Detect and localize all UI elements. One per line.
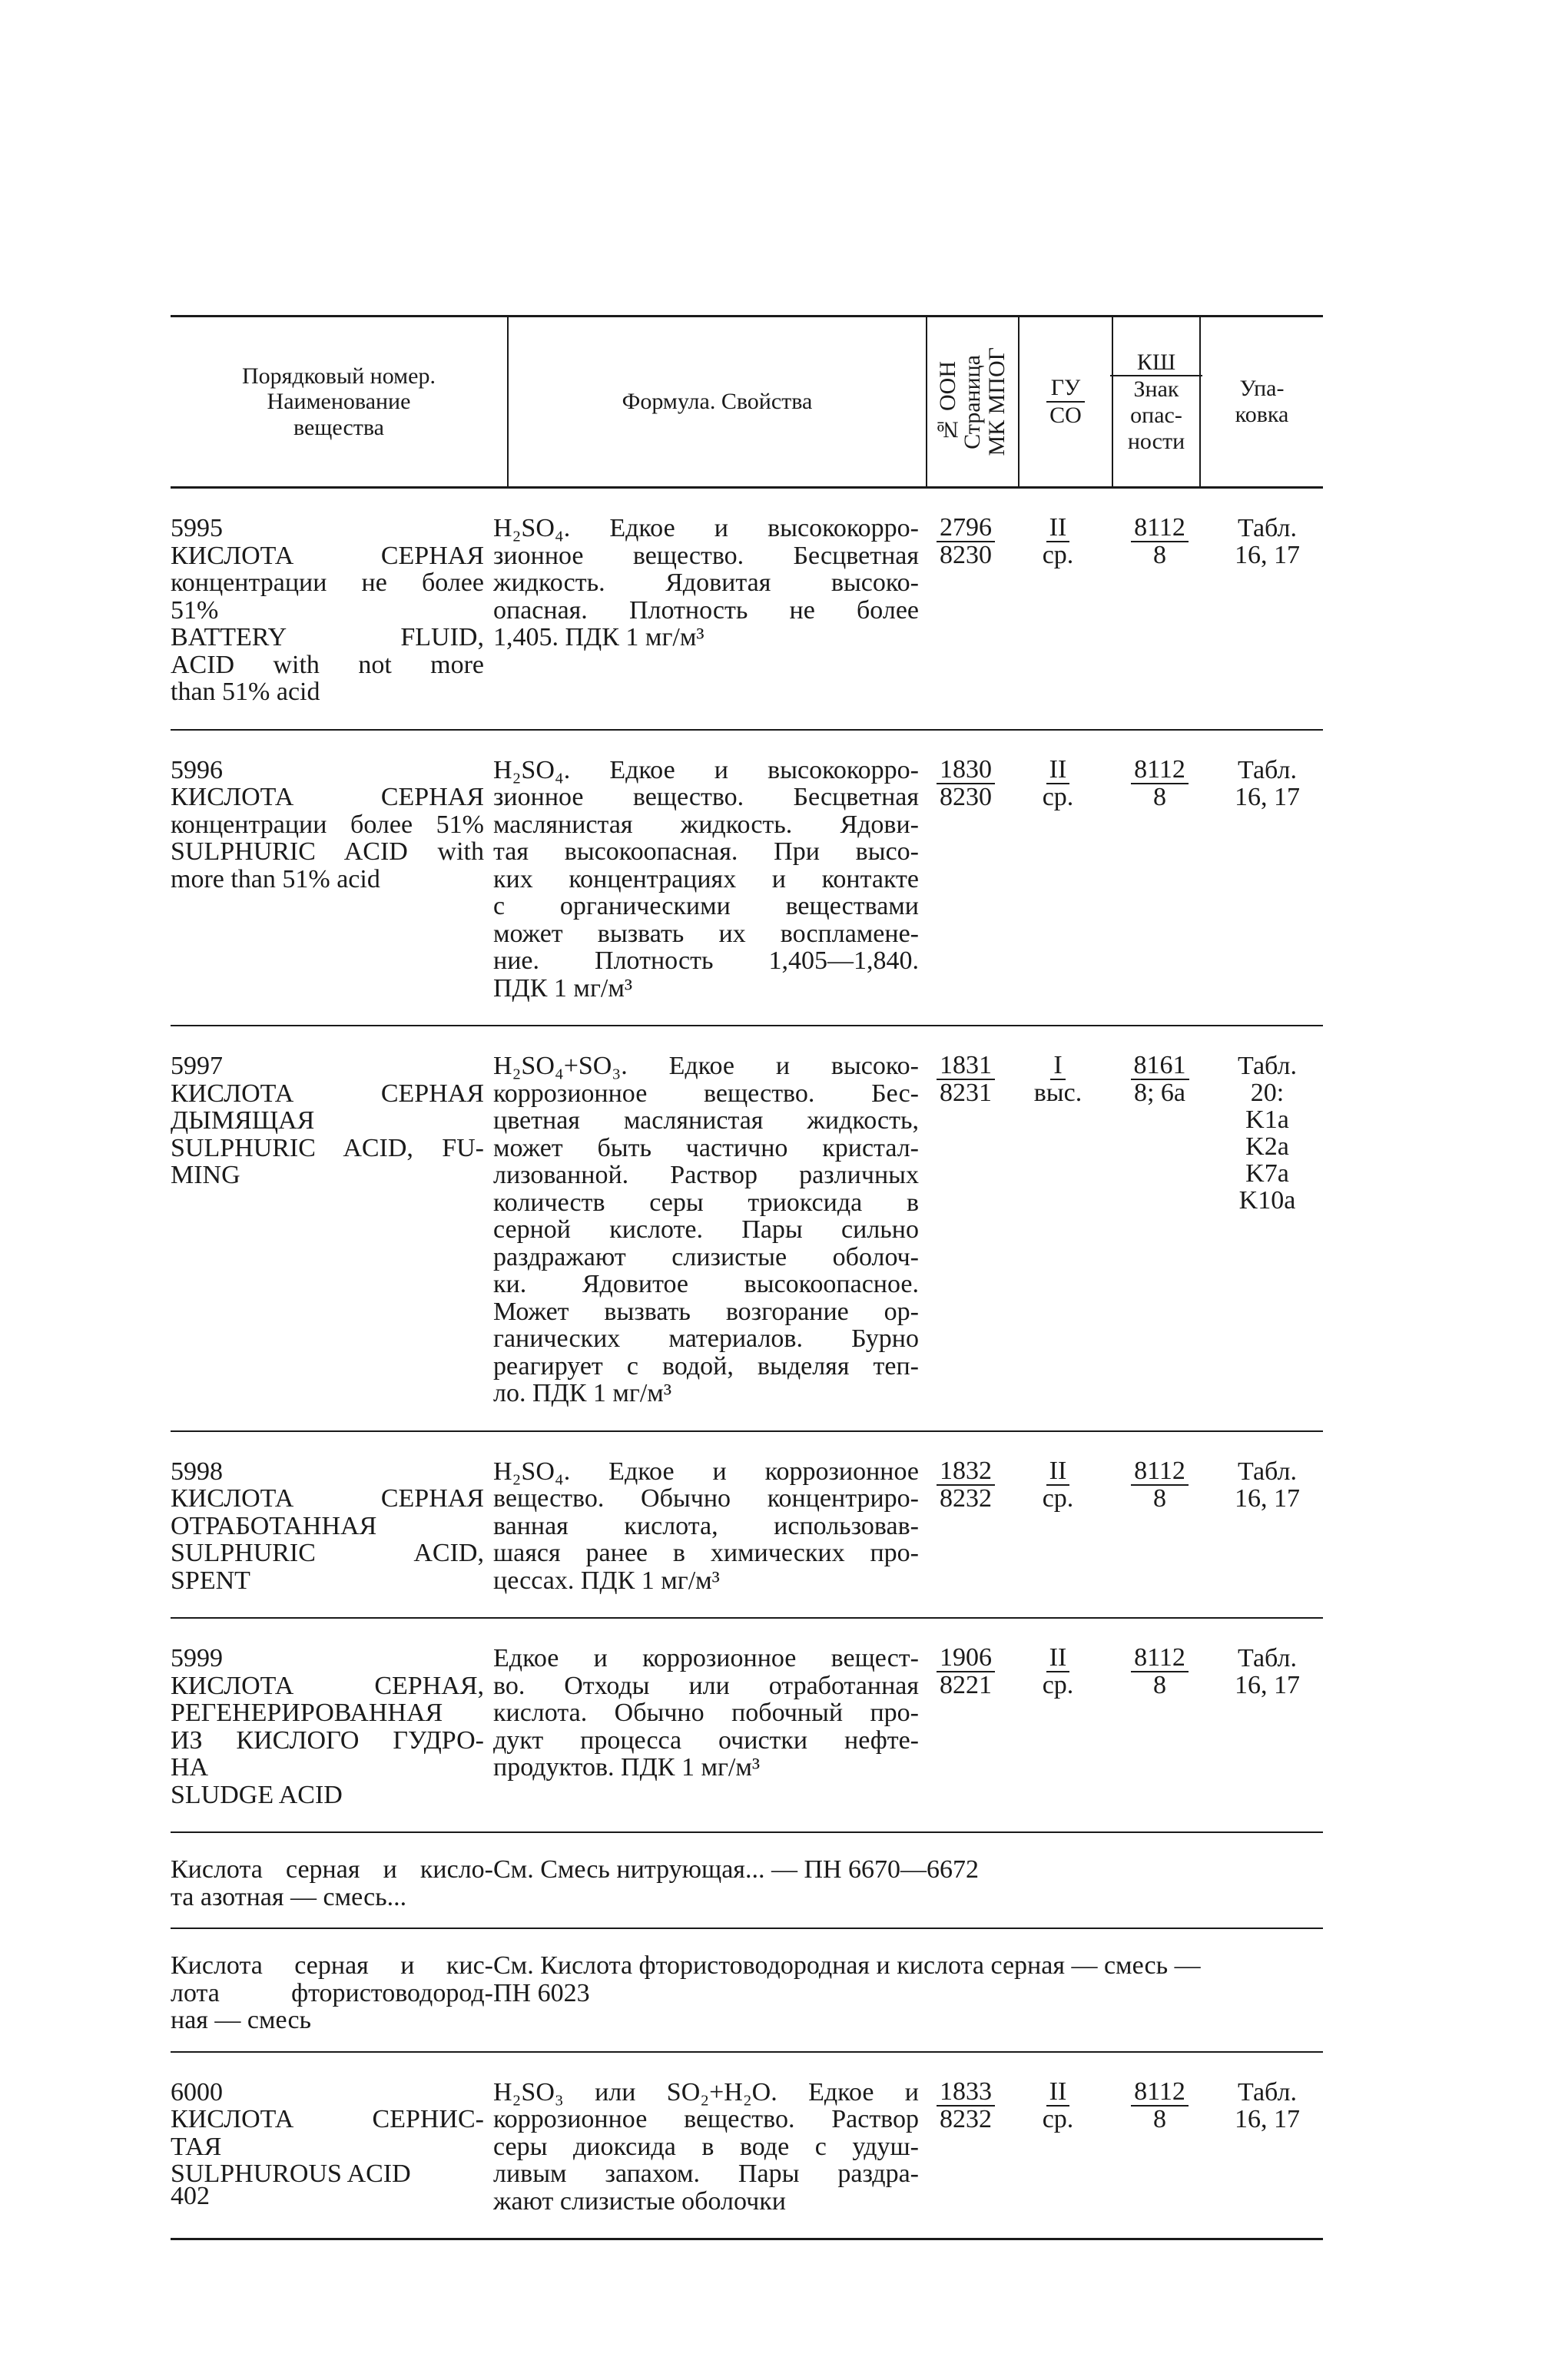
header-name-col	[171, 317, 507, 486]
property-line: дукт процесса очистки нефте-	[493, 1725, 919, 1755]
page-number: 402	[171, 2182, 210, 2210]
name-line: 5996	[171, 755, 223, 784]
name-line: SULPHURIC ACID with	[171, 837, 484, 866]
un-number: 1832	[937, 1458, 995, 1486]
properties-cell	[493, 1645, 923, 1808]
co-value: выс.	[1033, 1079, 1082, 1107]
un-number-cell	[923, 754, 1008, 1003]
properties-cell	[493, 515, 923, 706]
header-gu-col	[1018, 317, 1112, 486]
page-ref: 8232	[940, 2104, 992, 2133]
gu-value: II	[1046, 1458, 1070, 1486]
table-row	[171, 1026, 1323, 1430]
gu-cell	[1008, 754, 1108, 1003]
un-number-cell	[923, 1052, 1008, 1407]
property-line: ких концентрациях и контакте	[493, 864, 919, 893]
property-line: может быть частично кристал-	[493, 1133, 919, 1162]
name-line: концентрации более 51%	[171, 810, 484, 839]
gu-value: II	[1046, 757, 1070, 784]
gu-value: II	[1046, 2079, 1070, 2107]
property-line: Едкое и коррозионное вещест-	[493, 1644, 919, 1672]
packaging-line: Табл.	[1238, 755, 1297, 784]
header-text: ности	[1127, 428, 1185, 454]
ksh-code: 8161	[1131, 1052, 1189, 1080]
packaging-line: 16, 17	[1235, 1671, 1300, 1699]
property-line: ливым запахом. Пары раздра-	[493, 2160, 919, 2188]
hazard-cell	[1108, 515, 1212, 706]
property-line: вещество. Обычно концентриро-	[493, 1484, 919, 1513]
properties-cell	[493, 757, 923, 1003]
reference-row	[171, 1929, 1323, 2051]
packaging-line: 20:	[1250, 1079, 1285, 1107]
property-line: во. Отходы или отработанная	[493, 1671, 919, 1700]
table-row	[171, 1432, 1323, 1618]
property-line: ние. Плотность 1,405—1,840.	[493, 946, 919, 975]
property-line: может вызвать их воспламене-	[493, 919, 919, 948]
un-number: 1831	[937, 1052, 995, 1080]
property-line: шаяся ранее в химических про-	[493, 1539, 919, 1567]
name-line: НА	[171, 1753, 209, 1782]
name-line: Кислота серная и кисло-	[171, 1855, 493, 1884]
name-line: ACID with not more	[171, 650, 484, 679]
un-number-cell	[923, 1645, 1008, 1808]
table-row	[171, 731, 1323, 1026]
hazard-sign: 8; 6а	[1133, 1079, 1186, 1107]
ksh-code: 8112	[1131, 1458, 1189, 1486]
name-line: КИСЛОТА СЕРНАЯ	[171, 783, 484, 811]
name-line: SLUDGE ACID	[171, 1780, 343, 1809]
name-line: SULPHUROUS ACID	[171, 2160, 411, 2188]
property-line: ганических материалов. Бурно	[493, 1324, 919, 1353]
header-props-col	[507, 317, 926, 486]
header-text: № ООН	[935, 361, 960, 443]
name-line: ОТРАБОТАННАЯ	[171, 1511, 377, 1540]
name-line: 51%	[171, 595, 219, 625]
property-line: серной кислоте. Пары сильно	[493, 1215, 919, 1244]
table-header	[171, 317, 1323, 486]
packaging-line: K10a	[1238, 1186, 1296, 1215]
name-line: 5999	[171, 1644, 223, 1672]
ksh-code: 8112	[1131, 757, 1189, 784]
page-ref: 8231	[940, 1079, 992, 1107]
packaging-line: Табл.	[1238, 1644, 1297, 1672]
ksh-code: 8112	[1131, 1645, 1189, 1672]
reference-name-cell	[171, 1952, 493, 2034]
gu-cell	[1008, 1052, 1108, 1407]
name-line: КИСЛОТА СЕРНАЯ	[171, 1484, 484, 1513]
co-value: ср.	[1042, 1671, 1074, 1699]
packaging-line: Табл.	[1238, 2077, 1297, 2107]
name-line: MING	[171, 1161, 240, 1189]
properties-cell	[493, 2079, 923, 2216]
packaging-line: 16, 17	[1235, 541, 1300, 569]
gu-cell	[1008, 515, 1108, 706]
header-text: вещества	[293, 414, 384, 440]
name-line: КИСЛОТА СЕРНИС-	[171, 2105, 484, 2133]
gu-cell	[1008, 2079, 1108, 2216]
property-line: ванная кислота, использовав-	[493, 1511, 919, 1540]
name-line: SPENT	[171, 1566, 250, 1595]
page-ref: 8221	[940, 1671, 992, 1699]
un-number: 1830	[937, 757, 995, 784]
bottom-rule	[171, 2238, 1323, 2240]
page-ref: 8230	[940, 782, 992, 811]
property-line: раздражают слизистые оболоч-	[493, 1242, 919, 1271]
name-line: КИСЛОТА СЕРНАЯ	[171, 541, 484, 570]
property-line: зионное вещество. Бесцветная	[493, 541, 919, 570]
packaging-line: 16, 17	[1235, 2104, 1300, 2133]
substance-name-cell	[171, 757, 493, 1003]
hazard-cell	[1108, 754, 1212, 1003]
substance-name-cell	[171, 1458, 493, 1595]
name-line: концентрации не более	[171, 568, 484, 597]
un-number: 2796	[937, 515, 995, 542]
gu-value: II	[1046, 1645, 1070, 1672]
entries-list	[171, 489, 1323, 1833]
gu-cell	[1008, 1645, 1108, 1808]
property-line: цветная маслянистая жидкость,	[493, 1106, 919, 1135]
header-ksh-col	[1112, 317, 1199, 486]
packaging-cell	[1212, 2079, 1323, 2216]
table-row	[171, 489, 1323, 729]
ksh-code: 8112	[1131, 2079, 1189, 2107]
co-value: ср.	[1042, 2104, 1074, 2133]
name-line: 6000	[171, 2077, 223, 2107]
name-line: 5997	[171, 1052, 223, 1080]
hazard-cell	[1108, 2079, 1212, 2216]
property-line: продуктов. ПДК 1 мг/м³	[493, 1753, 761, 1782]
header-oon-col	[926, 317, 1018, 486]
ksh-code: 8112	[1131, 515, 1189, 542]
name-line: than 51% acid	[171, 678, 320, 706]
header-text: опас-	[1130, 403, 1182, 428]
page-ref: 8232	[940, 1483, 992, 1513]
hazard-cell	[1108, 1458, 1212, 1595]
hazard-sign: 8	[1153, 782, 1166, 811]
hazard-sign: 8	[1153, 1671, 1166, 1699]
header-text: ковка	[1235, 402, 1289, 427]
reference-text-line: См. Кислота фтористоводородная и кислота серная — смесь —	[493, 1951, 1201, 1980]
property-line: с органическими веществами	[493, 892, 919, 920]
name-line: SULPHURIC ACID, FU-	[171, 1133, 484, 1162]
packaging-line: Табл.	[1238, 514, 1297, 542]
property-line: ки. Ядовитое высокоопасное.	[493, 1270, 919, 1298]
header-pack-col	[1199, 317, 1323, 486]
name-line: ДЫМЯЩАЯ	[171, 1106, 315, 1135]
packaging-cell	[1212, 515, 1323, 706]
property-line: опасная. Плотность не более	[493, 595, 919, 625]
gu-cell	[1008, 1458, 1108, 1595]
co-value: ср.	[1042, 1483, 1074, 1513]
co-value: ср.	[1042, 782, 1074, 811]
hazard-cell	[1108, 1052, 1212, 1407]
name-line: BATTERY FLUID,	[171, 623, 484, 651]
hazard-sign: 8	[1153, 2104, 1166, 2133]
name-line: ТАЯ	[171, 2132, 222, 2161]
gu-value: II	[1046, 515, 1070, 542]
property-line: H₂SO₄. Едкое и высококорро-	[493, 514, 919, 542]
property-line: количеств серы триоксида в	[493, 1188, 919, 1217]
name-line: КИСЛОТА СЕРНАЯ	[171, 1079, 484, 1108]
property-line: зионное вещество. Бесцветная	[493, 783, 919, 811]
name-line: та азотная — смесь...	[171, 1882, 407, 1911]
property-line: жидкость. Ядовитая высоко-	[493, 568, 919, 597]
property-line: H₂SO₄. Едкое и коррозионное	[493, 1457, 919, 1486]
name-line: лота фтористоводород-	[171, 1978, 493, 2007]
name-line: 5998	[171, 1457, 223, 1486]
packaging-cell	[1212, 1052, 1323, 1407]
co-value: ср.	[1042, 541, 1074, 569]
reference-text-cell	[493, 1952, 1323, 2034]
property-line: жают слизистые оболочки	[493, 2186, 786, 2216]
hazard-sign: 8	[1153, 1483, 1166, 1513]
name-line: РЕГЕНЕРИРОВАННАЯ	[171, 1699, 443, 1727]
property-line: лизованной. Раствор различных	[493, 1161, 919, 1189]
name-line: more than 51% acid	[171, 864, 380, 893]
property-line: серы диоксида в воде с удуш-	[493, 2132, 919, 2161]
un-number: 1833	[937, 2079, 995, 2107]
property-line: H₂SO₄+SO₃. Едкое и высоко-	[493, 1052, 919, 1080]
property-line: кислота. Обычно побочный про-	[493, 1699, 919, 1727]
packaging-line: Табл.	[1238, 1457, 1297, 1486]
reference-text-line: См. Смесь нитрующая... — ПН 6670—6672	[493, 1855, 980, 1884]
property-line: коррозионное вещество. Бес-	[493, 1079, 919, 1108]
header-text: Формула. Свойства	[622, 389, 813, 415]
un-number-cell	[923, 515, 1008, 706]
name-line: 5995	[171, 514, 223, 542]
property-line: маслянистая жидкость. Ядови-	[493, 810, 919, 839]
properties-cell	[493, 1052, 923, 1407]
table-row	[171, 1619, 1323, 1831]
packaging-line: 16, 17	[1235, 1483, 1300, 1513]
property-line: реагирует с водой, выделяя теп-	[493, 1351, 919, 1381]
header-text: СО	[1049, 403, 1082, 428]
name-line: Кислота серная и кис-	[171, 1951, 493, 1980]
header-text: Порядковый номер.	[242, 363, 436, 389]
packaging-line: K1a	[1245, 1105, 1289, 1134]
reference-name-cell	[171, 1856, 493, 1911]
packaging-cell	[1212, 1458, 1323, 1595]
header-text: Страница	[960, 354, 985, 449]
un-number-cell	[923, 2079, 1008, 2216]
hazard-cell	[1108, 1645, 1212, 1808]
substance-name-cell	[171, 2079, 493, 2216]
property-line: H₂SO₄. Едкое и высококорро-	[493, 755, 919, 784]
substance-name-cell	[171, 515, 493, 706]
property-line: цессах. ПДК 1 мг/м³	[493, 1566, 720, 1595]
table-row	[171, 2053, 1323, 2239]
packaging-line: K7a	[1245, 1159, 1289, 1188]
reference-row	[171, 1833, 1323, 1928]
packaging-cell	[1212, 757, 1323, 1003]
name-line: ИЗ КИСЛОГО ГУДРО-	[171, 1725, 484, 1755]
page-ref: 8230	[940, 541, 992, 569]
property-line: Может вызвать возгорание ор-	[493, 1297, 919, 1326]
property-line: 1,405. ПДК 1 мг/м³	[493, 623, 705, 651]
refs-list	[171, 1833, 1323, 2053]
un-number: 1906	[937, 1645, 995, 1672]
name-line: ная — смесь	[171, 2006, 312, 2034]
name-line: КИСЛОТА СЕРНАЯ,	[171, 1671, 484, 1700]
page	[171, 315, 1323, 2240]
packaging-line: 16, 17	[1235, 782, 1300, 811]
un-number-cell	[923, 1458, 1008, 1595]
hazard-sign: 8	[1153, 541, 1166, 569]
reference-text-line: ПН 6023	[493, 1978, 590, 2007]
property-line: H₂SO₃ или SO₂+H₂O. Едкое и	[493, 2077, 919, 2107]
last-entry	[171, 2053, 1323, 2239]
gu-value: I	[1050, 1052, 1065, 1080]
name-line: SULPHURIC ACID,	[171, 1539, 484, 1567]
header-text: КШ	[1110, 350, 1202, 377]
reference-text-cell	[493, 1856, 1323, 1911]
property-line: тая высокоопасная. При высо-	[493, 837, 919, 866]
header-text: Наименование	[267, 389, 411, 415]
header-text: Знак	[1133, 376, 1179, 403]
header-text: ГУ	[1046, 375, 1086, 403]
property-line: ПДК 1 мг/м³	[493, 973, 633, 1003]
substance-name-cell	[171, 1645, 493, 1808]
properties-cell	[493, 1458, 923, 1595]
header-text: МК МПОГ	[984, 347, 1010, 456]
packaging-line: K2a	[1245, 1132, 1289, 1161]
packaging-cell	[1212, 1645, 1323, 1808]
property-line: коррозионное вещество. Раствор	[493, 2105, 919, 2133]
substance-name-cell	[171, 1052, 493, 1407]
property-line: ло. ПДК 1 мг/м³	[493, 1379, 672, 1407]
packaging-line: Табл.	[1238, 1052, 1297, 1080]
header-text: Упа-	[1239, 376, 1285, 402]
